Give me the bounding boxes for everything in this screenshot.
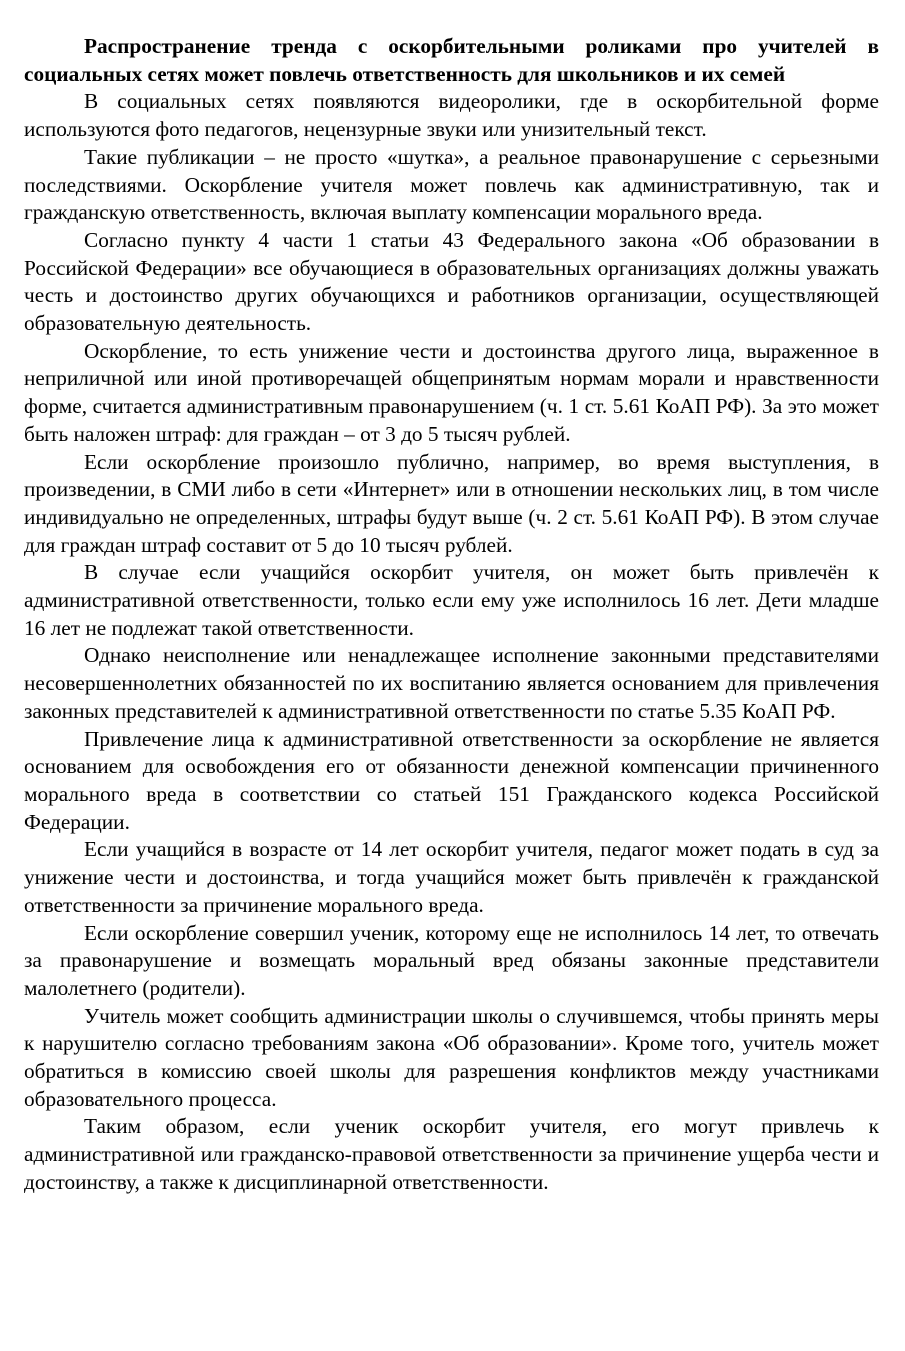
paragraph-6: В случае если учащийся оскорбит учителя, он может быть привлечён к административной ответственности, только если ему уже исполнилось 16 лет. Дети младше 16 лет не подлежат такой ответственности. (24, 560, 879, 640)
paragraph-11: Учитель может сообщить администрации школы о случившемся, чтобы принять меры к нарушителю согласно требованиям закона «Об образовании». Кроме того, учитель может обратиться в комиссию своей школы для разрешения конфликтов между участниками образовательного процесса. (24, 1003, 879, 1111)
paragraph-12: Таким образом, если ученик оскорбит учителя, его могут привлечь к административной или гражданско-правовой ответственности за причинение ущерба чести и достоинству, а также к дисциплинарной ответственности. (24, 1114, 879, 1194)
paragraph-4: Оскорбление, то есть унижение чести и достоинства другого лица, выраженное в неприличной или иной противоречащей общепринятым нормам морали и нравственности форме, считается административным правонарушением (ч. 1 ст. 5.61 КоАП РФ). За это может быть наложен штраф: для граждан – от 3 до 5 тысяч рублей. (24, 338, 879, 446)
paragraph-1: В социальных сетях появляются видеоролики, где в оскорбительной форме используются фото педагогов, нецензурные звуки или унизительный текст. (24, 89, 879, 142)
paragraph-3: Согласно пункту 4 части 1 статьи 43 Федерального закона «Об образовании в Российской Федерации» все обучающиеся в образовательных организациях должны уважать честь и достоинство других обучающихся и работников организации, осуществляющей образовательную деятельность. (24, 227, 879, 336)
document-title: Распространение тренда с оскорбительными роликами про учителей в социальных сетях может повлечь ответственность для школьников и их семей (24, 34, 879, 86)
paragraph-7: Однако неисполнение или ненадлежащее исполнение законными представителями несовершеннолетних обязанностей по их воспитанию является основанием для привлечения законных представителей к административной ответственности по статье 5.35 КоАП РФ. (24, 643, 879, 723)
paragraph-8: Привлечение лица к административной ответственности за оскорбление не является основанием для освобождения его от обязанности денежной компенсации причиненного морального вреда в соответствии со статьей 151 Гражданского кодекса Российской Федерации. (24, 726, 879, 834)
paragraph-10: Если оскорбление совершил ученик, которому еще не исполнилось 14 лет, то отвечать за правонарушение и возмещать моральный вред обязаны законные представители малолетнего (родители). (24, 920, 879, 1000)
paragraph-5: Если оскорбление произошло публично, например, во время выступления, в произведении, в СМИ либо в сети «Интернет» или в отношении нескольких лиц, в том числе индивидуально не определенных, штрафы будут выше (ч. 2 ст. 5.61 КоАП РФ). В этом случае для граждан штраф составит от 5 до 10 тысяч рублей. (24, 449, 879, 557)
paragraph-2: Такие публикации – не просто «шутка», а реальное правонарушение с серьезными последствиями. Оскорбление учителя может повлечь как административную, так и гражданскую ответственность, включая выплату компенсации морального вреда. (24, 144, 879, 225)
document-page (24, 33, 879, 1197)
paragraph-9: Если учащийся в возрасте от 14 лет оскорбит учителя, педагог может подать в суд за унижение чести и достоинства, и тогда учащийся может быть привлечён к гражданской ответственности за причинение морального вреда. (24, 837, 879, 917)
